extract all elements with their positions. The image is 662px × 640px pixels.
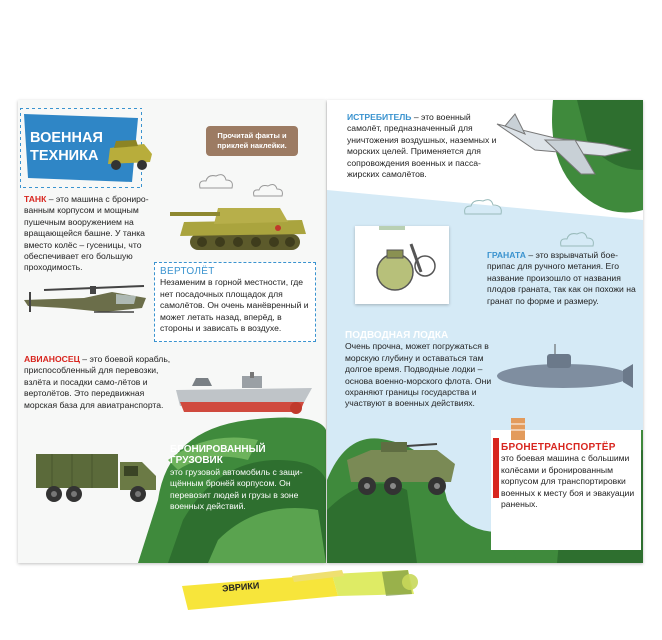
tank-term: ТАНК	[24, 194, 47, 204]
grenade-description	[487, 250, 639, 307]
grenade-text: – это взрывчатый бое-припас для ручного метания. Его название произошло от названия плодов граната, так как он похожи на гранат по форме и размеру.	[487, 250, 636, 306]
submarine-image	[493, 344, 633, 394]
grenade-term: ГРАНАТА	[487, 250, 526, 260]
tank-description	[24, 194, 172, 274]
armored-truck-image	[32, 450, 162, 506]
submarine-text: Очень прочна, может погружаться в морскую глубину и оставаться там долгое время. Подводные лодки – основа военно-морского флота. Они охраняют границы государства и участвуют в военных действиях.	[345, 341, 492, 409]
pen-label: ЭВРИКИ	[221, 580, 260, 594]
tank-text: – это машина с брониро-ванным корпусом и мощным пушечным вооружением на вращающейся башне. У танка вместо колёс – гусеницы, что обеспечивает его большую проходимость.	[24, 194, 149, 273]
truck-term: БРОНИРОВАННЫЙ ГРУЗОВИК	[170, 444, 266, 467]
apc-image	[341, 440, 461, 500]
apc-accent-bar	[493, 438, 499, 498]
helicopter-text: Незаменим в горной местности, где нет посадочных площадок для самолётов. Он очень манёвренный и может летать назад, вперёд, в стороны и зависать в воздухе.	[160, 277, 309, 334]
left-page	[18, 100, 326, 563]
grenade-image	[355, 226, 449, 304]
submarine-term: ПОДВОДНАЯ ЛОДКА	[345, 330, 449, 341]
grenade-card	[355, 226, 449, 304]
title-line2: ТЕХНИКА	[30, 148, 99, 164]
sticker-note	[206, 126, 298, 156]
helicopter-description	[160, 266, 312, 334]
title-line1: ВОЕННАЯ	[30, 130, 103, 146]
fighter-text: – это военный самолёт, предназначенный для уничтожения воздушных, наземных и морских целей. Применяется для сопровождения военных и пасса-жирских самолётов.	[347, 112, 497, 180]
right-page	[327, 100, 643, 563]
uv-pen	[182, 566, 422, 624]
sticker-note-text: Прочитай факты и приклей наклейки.	[217, 131, 287, 150]
carrier-text: – это боевой корабль, приспособленный для перевозки, взлёта и посадки само-лётов и вертолётов. Это передвижная морская база для авиатранспорта.	[24, 354, 171, 410]
cloud-icon	[461, 196, 505, 216]
truck-description	[170, 444, 320, 512]
tank-image	[170, 196, 310, 256]
aircraft-carrier-image	[172, 372, 322, 422]
apc-description	[501, 442, 641, 510]
submarine-description	[345, 330, 495, 410]
fighter-term: ИСТРЕБИТЕЛЬ	[347, 112, 412, 122]
fighter-description	[347, 112, 497, 180]
truck-text: это грузовой автомобиль с защи-щённым бронёй корпусом. Он перевозит людей и грузы в зоне военных действий.	[170, 466, 303, 512]
carrier-description	[24, 354, 174, 411]
cloud-icon	[196, 172, 236, 190]
apc-term: БРОНЕТРАНСПОРТЁР	[501, 442, 616, 453]
helicopter-image	[24, 276, 154, 326]
cloud-icon	[557, 230, 597, 248]
flag-icon	[509, 418, 527, 442]
carrier-term: АВИАНОСЕЦ	[24, 354, 80, 364]
armored-car-icon	[104, 138, 156, 172]
fighter-jet-image	[495, 104, 635, 184]
apc-text: это боевая машина с большими колёсами и бронированным корпусом для транспортировки военных к месту боя и эвакуации раненых.	[501, 453, 635, 510]
helicopter-term: ВЕРТОЛЁТ	[160, 266, 215, 277]
